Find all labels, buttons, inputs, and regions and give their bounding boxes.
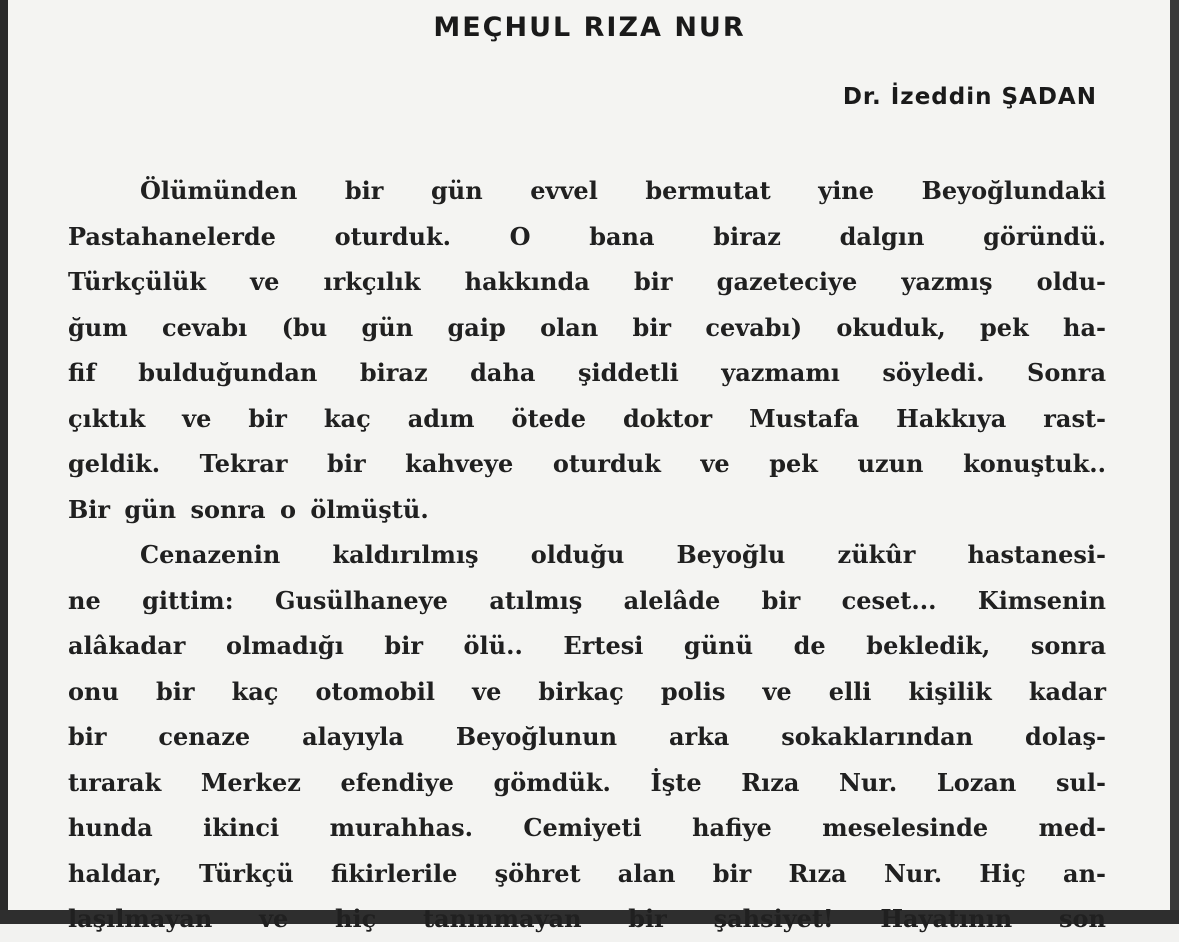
text-line: Pastahanelerde oturduk. O bana biraz dalgın göründü.: [68, 221, 1106, 251]
text-line: Ölümünden bir gün evvel bermutat yine Beyoğlundaki: [140, 176, 1106, 205]
article-title: MEÇHUL RIZA NUR: [433, 12, 746, 43]
article-body: [68, 168, 1106, 942]
text-line: bir cenaze alayıyla Beyoğlunun arka sokaklarından dolaş-: [68, 722, 1106, 751]
text-line: laşılmayan ve hiç tanınmayan bir şahsiyet! Hayatının son: [68, 904, 1106, 933]
text-line: fif bulduğundan biraz daha şiddetli yazmamı söyledi. Sonra: [68, 358, 1106, 387]
text-line: Cenazenin kaldırılmış olduğu Beyoğlu zükûr hastanesi-: [140, 540, 1106, 569]
text-line: onu bir kaç otomobil ve birkaç polis ve elli kişilik kadar: [68, 676, 1106, 706]
scan-left-border: [0, 0, 8, 924]
scan-right-border: [1170, 0, 1179, 924]
text-line: ğum cevabı (bu gün gaip olan bir cevabı) okuduk, pek ha-: [68, 312, 1106, 342]
text-line: tırarak Merkez efendiye gömdük. İşte Rıza Nur. Lozan sul-: [68, 767, 1106, 797]
text-line: geldik. Tekrar bir kahveye oturduk ve pek uzun konuştuk..: [68, 449, 1106, 478]
text-line: haldar, Türkçü fikirlerile şöhret alan bir Rıza Nur. Hiç an-: [68, 858, 1106, 888]
text-line: ne gittim: Gusülhaneye atılmış alelâde bir ceset... Kimsenin: [68, 585, 1106, 615]
text-line: alâkadar olmadığı bir ölü.. Ertesi günü de bekledik, sonra: [68, 631, 1106, 660]
article-author: Dr. İzeddin ŞADAN: [842, 84, 1097, 110]
text-line: çıktık ve bir kaç adım ötede doktor Mustafa Hakkıya rast-: [68, 403, 1106, 433]
text-line: hunda ikinci murahhas. Cemiyeti hafiye meselesinde med-: [68, 813, 1106, 842]
text-line: Türkçülük ve ırkçılık hakkında bir gazeteciye yazmış oldu-: [68, 267, 1106, 296]
text-line: Bir gün sonra o ölmüştü.: [68, 494, 429, 524]
